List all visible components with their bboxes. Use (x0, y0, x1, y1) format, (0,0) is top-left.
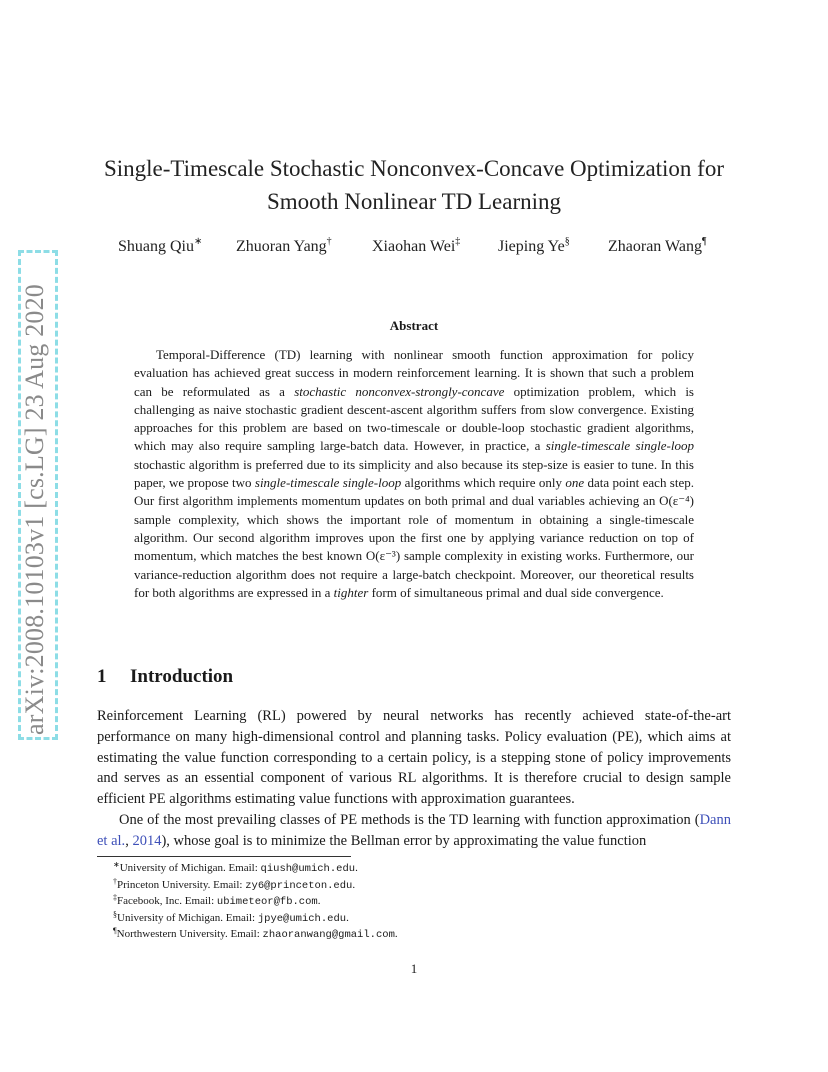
abstract-text: data point each step. Our first algorithm implements momentum updates on both primal and dual variables achieving an O(ε⁻⁴) sample complexity, which shows the important role of momentum in obtaining a single-timescale algorithm. Our second algorithm improves upon the first one by applying variance reduction on top of momentum, which matches the best known O(ε⁻³) sample complexity in existing works. Furthermore, our variance-reduction algorithm does not require a large-batch checkpoint. Moreover, our theoretical results for both algorithms are expressed in a (134, 475, 694, 600)
footnote-4 (113, 911, 398, 928)
section-heading (97, 666, 233, 688)
footnote-text: University of Michigan. Email: (119, 862, 261, 874)
author-4 (498, 238, 570, 256)
author-footnote-mark[interactable]: ∗ (194, 236, 203, 247)
footnote-end: . (394, 928, 398, 940)
citation-author[interactable]: Dann et al. (97, 811, 731, 849)
citation-year[interactable]: 2014 (132, 832, 162, 849)
page-number: 1 (410, 961, 418, 976)
author-1 (118, 238, 202, 256)
abstract-text: stochastic algorithm is preferred due to its simplicity and also because its step-size is easier to tune. In this paper, we propose two (134, 456, 694, 491)
author-name: Shuang Qiu (118, 238, 194, 255)
footnote-end: . (352, 878, 356, 891)
title-line-2: Smooth Nonlinear TD Learning (266, 189, 562, 214)
abstract-text: optimization problem, which is challenging as naive stochastic gradient descent-ascent algorithm suffers from slow convergence. Existing approaches for this problem are based on two-timescale or double-loop stochastic gradient algorithms, which may also require sampling large-batch data. However, in practice, a (134, 383, 694, 454)
abstract-emphasis: tighter (333, 584, 369, 600)
section-number: 1 (97, 666, 107, 687)
author-3 (372, 238, 460, 256)
author-list (118, 238, 728, 260)
footnote-mark: ¶ (113, 926, 117, 935)
footnote-rule (97, 856, 351, 857)
footnote-mark: ‡ (113, 893, 117, 902)
paper-title (0, 152, 828, 218)
footnote-email[interactable]: jpye@umich.edu (257, 912, 347, 925)
footnote-email[interactable]: ubimeteor@fb.com (216, 896, 318, 908)
abstract-heading: Abstract (389, 318, 439, 333)
abstract-paragraph (134, 346, 694, 602)
author-name: Zhuoran Yang (236, 238, 327, 255)
author-footnote-mark[interactable]: § (564, 236, 570, 247)
abstract-text: form of simultaneous primal and dual side convergence. (368, 584, 664, 600)
footnote-text: University of Michigan. Email: (117, 911, 258, 924)
arxiv-identifier[interactable]: arXiv:2008.10103v1 [cs.LG] 23 Aug 2020 (20, 284, 49, 735)
body-paragraph-1: Reinforcement Learning (RL) powered by neural networks has recently achieved state-of-the-art performance on many high-dimensional control and planning tasks. Policy evaluation (PE), which aims at estimating the value function corresponding to a certain policy, is a stepping stone of policy improvements and serves as an essential component of various RL algorithms. It is therefore crucial to design sample efficient PE algorithms estimating value functions with approximation guarantees. (97, 708, 731, 808)
footnote-mark: ∗ (113, 860, 120, 869)
abstract-text: Temporal-Difference (TD) learning with nonlinear smooth function approximation for policy evaluation has achieved great success in modern reinforcement learning. It is shown that such a problem can be reformulated as a (134, 347, 694, 399)
abstract-emphasis: single-timescale single-loop (254, 475, 402, 491)
footnote-mark: § (113, 909, 117, 919)
footnote-end: . (346, 911, 349, 924)
title-line-1: Single-Timescale Stochastic Nonconvex-Concave Optimization for (103, 156, 724, 181)
footnote-3 (113, 894, 398, 911)
footnote-1 (113, 861, 398, 878)
author-5 (608, 238, 706, 256)
footnote-text: Northwestern University. Email: (116, 928, 263, 940)
body-text: ), whose goal is to minimize the Bellman error by approximating the value function (161, 832, 647, 849)
section-title: Introduction (130, 666, 234, 687)
abstract-emphasis: single-timescale single-loop (545, 438, 694, 454)
abstract-body (134, 346, 694, 602)
footnote-text: Facebook, Inc. Email: (117, 895, 217, 907)
author-name: Jieping Ye (498, 238, 565, 255)
footnote-end: . (355, 862, 358, 874)
footnote-end: . (317, 895, 321, 907)
author-name: Xiaohan Wei (372, 238, 456, 255)
footnote-email[interactable]: zy6@princeton.edu (245, 879, 353, 892)
author-name: Zhaoran Wang (608, 238, 702, 255)
author-2 (236, 238, 332, 256)
footnote-mark: † (113, 876, 117, 886)
footnote-5 (113, 927, 398, 944)
footnotes (113, 861, 398, 944)
author-footnote-mark[interactable]: ¶ (701, 236, 707, 247)
footnote-email[interactable]: zhaoranwang@gmail.com (262, 929, 395, 941)
abstract-emphasis: one (565, 475, 585, 491)
section-body (97, 706, 731, 852)
abstract-text: algorithms which require only (401, 475, 566, 491)
body-text: One of the most prevailing classes of PE methods is the TD learning with function approximation ( (119, 811, 700, 828)
author-footnote-mark[interactable]: † (326, 236, 332, 247)
author-footnote-mark[interactable]: ‡ (455, 236, 461, 247)
footnote-email[interactable]: qiush@umich.edu (260, 863, 356, 875)
citation-separator: , (125, 832, 133, 849)
abstract-emphasis: stochastic nonconvex-strongly-concave (294, 383, 505, 399)
footnote-text: Princeton University. Email: (117, 878, 246, 891)
footnote-2 (113, 878, 398, 895)
body-paragraph-2 (97, 810, 731, 852)
